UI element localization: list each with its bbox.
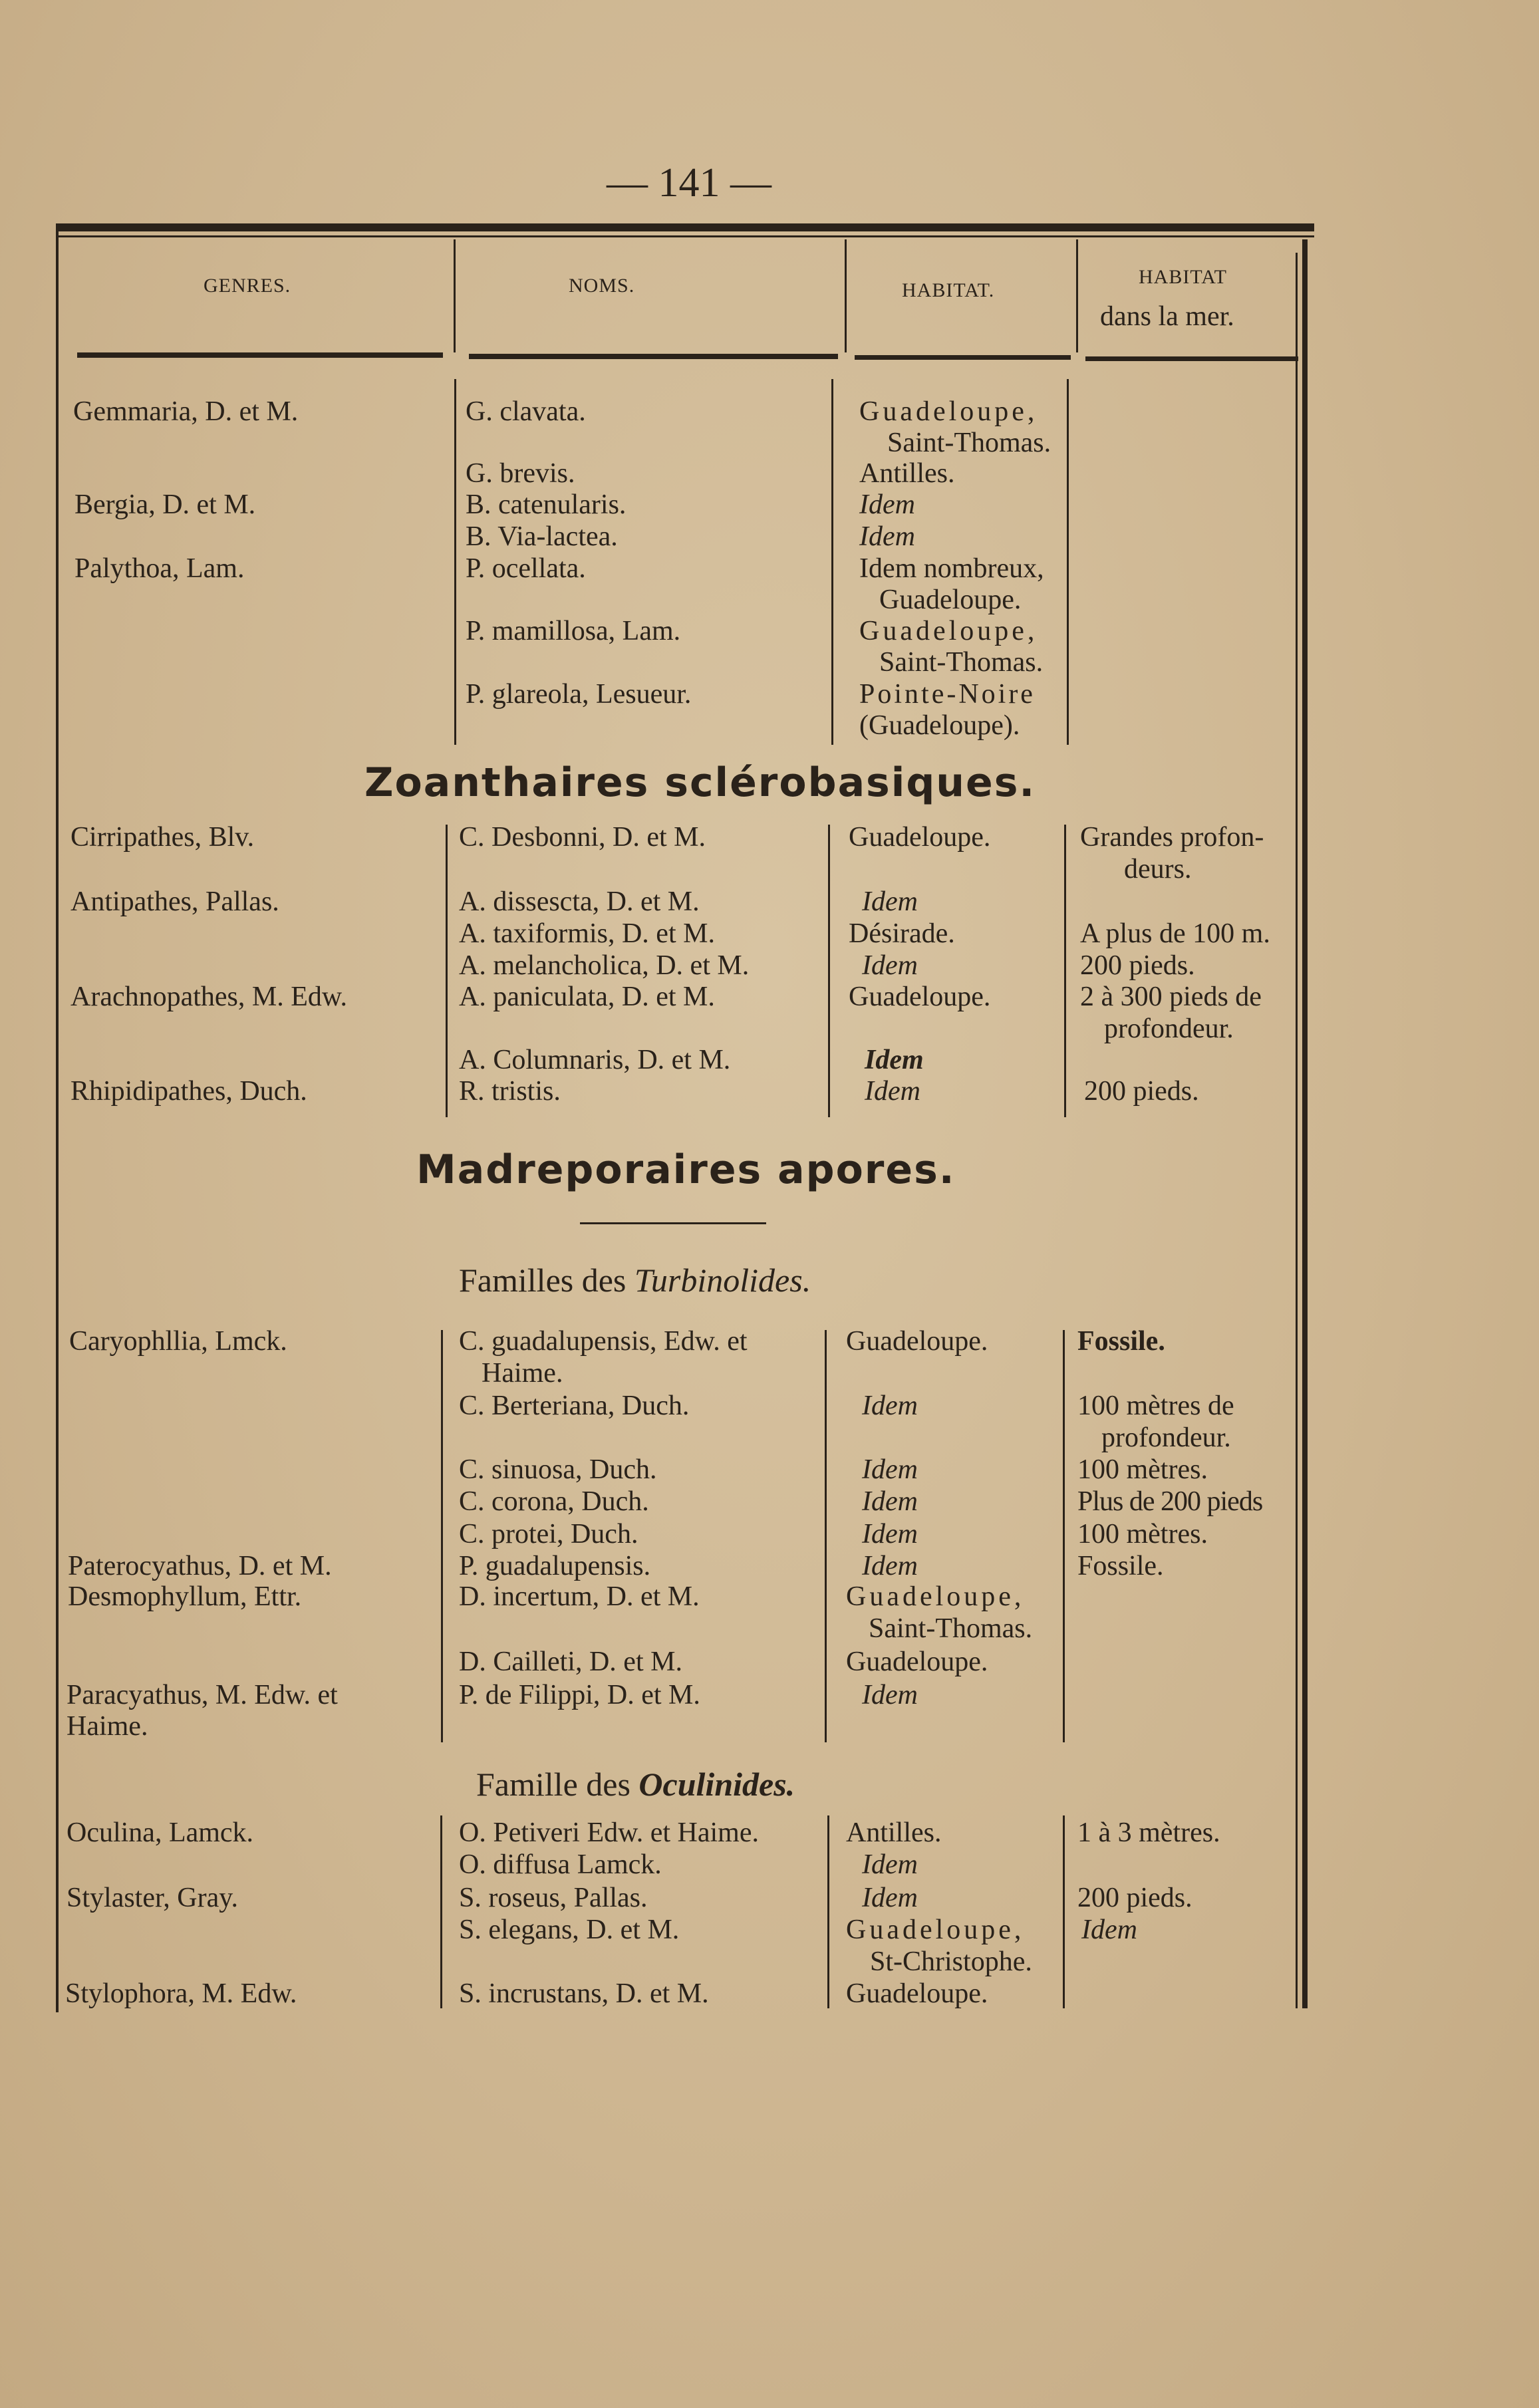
habitat-cell: Idem (862, 1680, 918, 1710)
habitat-cell: Idem (862, 950, 918, 981)
header-noms: NOMS. (569, 275, 635, 297)
genre-cell: Palythoa, Lam. (74, 553, 245, 584)
col-sep (440, 1815, 442, 2008)
nom-cell: A. taxiformis, D. et M. (459, 918, 715, 949)
habitat-cell: Guadeloupe. (846, 1326, 988, 1357)
section-title-madreporaires: Madreporaires apores. (416, 1146, 956, 1193)
habitat-cell: Saint-Thomas. (887, 428, 1051, 458)
nom-cell: C. Berteriana, Duch. (459, 1391, 690, 1421)
genre-cell: Cirripathes, Blv. (70, 822, 255, 853)
mer-cell: 200 pieds. (1084, 1076, 1199, 1107)
habitat-cell: Antilles. (846, 1817, 942, 1848)
mer-cell: Plus de 200 pieds (1077, 1486, 1263, 1517)
family-prefix: Familles des (459, 1262, 627, 1299)
mer-cell: profondeur. (1104, 1013, 1234, 1044)
habitat-cell: Guadeloupe. (846, 1978, 988, 2009)
habitat-cell: Guadeloupe. (879, 585, 1022, 615)
nom-cell: A. dissescta, D. et M. (459, 886, 700, 917)
genre-cell: Haime. (67, 1711, 148, 1742)
mer-cell: 200 pieds. (1077, 1883, 1192, 1913)
nom-cell: S. elegans, D. et M. (459, 1915, 680, 1945)
genre-cell: Caryophllia, Lmck. (69, 1326, 287, 1357)
nom-cell: C. corona, Duch. (459, 1486, 649, 1517)
header-underline-mer (1085, 356, 1298, 361)
nom-cell: P. ocellata. (466, 553, 586, 584)
header-habitat-mer-sub: dans la mer. (1100, 301, 1234, 332)
nom-cell: S. roseus, Pallas. (459, 1883, 648, 1913)
habitat-cell: Guadeloupe, (846, 1915, 1025, 1945)
mer-cell: Fossile. (1077, 1551, 1164, 1581)
habitat-cell: Pointe-Noire (859, 679, 1036, 710)
mer-cell: deurs. (1124, 854, 1192, 884)
nom-cell: Haime. (482, 1358, 563, 1389)
col-sep (825, 1330, 827, 1742)
nom-cell: O. Petiveri Edw. et Haime. (459, 1817, 759, 1848)
nom-cell: D. Cailleti, D. et M. (459, 1647, 682, 1677)
col-sep (454, 239, 456, 352)
nom-cell: P. guadalupensis. (459, 1551, 651, 1581)
col-sep (441, 1330, 443, 1742)
nom-cell: C. sinuosa, Duch. (459, 1454, 657, 1485)
genre-cell: Stylaster, Gray. (67, 1883, 239, 1913)
header-genres: GENRES. (204, 275, 291, 297)
page-number: — 141 — (607, 160, 771, 205)
mer-cell: Idem (1081, 1915, 1137, 1945)
mer-cell: 100 mètres. (1077, 1454, 1208, 1485)
habitat-cell: Idem (865, 1045, 924, 1075)
header-underline-habitat (855, 355, 1071, 360)
nom-cell: G. clavata. (466, 396, 586, 427)
nom-cell: R. tristis. (459, 1076, 561, 1107)
habitat-cell: Guadeloupe. (846, 1647, 988, 1677)
habitat-cell: Antilles. (859, 458, 955, 489)
nom-cell: B. catenularis. (466, 489, 627, 520)
genre-cell: Rhipidipathes, Duch. (70, 1076, 307, 1107)
genre-cell: Antipathes, Pallas. (70, 886, 279, 917)
right-border-outer (1296, 253, 1298, 2008)
family-heading-turbinolides (459, 1261, 811, 1299)
nom-cell: A. Columnaris, D. et M. (459, 1045, 731, 1075)
habitat-cell: Idem nombreux, (859, 553, 1044, 584)
habitat-cell: Idem (862, 1519, 918, 1549)
habitat-cell: St-Christophe. (870, 1946, 1032, 1977)
nom-cell: S. incrustans, D. et M. (459, 1978, 709, 2009)
habitat-cell: Idem (859, 521, 915, 552)
mer-cell: Fossile. (1077, 1326, 1165, 1357)
header-underline-noms (469, 354, 838, 359)
section-divider (580, 1222, 766, 1224)
header-habitat-mer: HABITAT (1139, 266, 1227, 288)
habitat-cell: Guadeloupe, (859, 616, 1038, 646)
mer-cell: A plus de 100 m. (1080, 918, 1270, 949)
family-heading-oculinides (476, 1765, 795, 1804)
col-sep (446, 825, 448, 1117)
top-rule-thin (57, 235, 1314, 237)
habitat-cell: Idem (862, 886, 918, 917)
family-name: Oculinides. (638, 1766, 795, 1803)
mer-cell: 2 à 300 pieds de (1080, 982, 1262, 1012)
genre-cell: Desmophyllum, Ettr. (68, 1581, 302, 1612)
genre-cell: Gemmaria, D. et M. (73, 396, 299, 427)
habitat-cell: Idem (862, 1883, 918, 1913)
habitat-cell: Idem (865, 1076, 920, 1107)
top-rule-thick (57, 223, 1314, 231)
right-border (1302, 239, 1308, 2008)
genre-cell: Bergia, D. et M. (74, 489, 256, 520)
genre-cell: Oculina, Lamck. (67, 1817, 254, 1848)
genre-cell: Paterocyathus, D. et M. (68, 1551, 332, 1581)
habitat-cell: Idem (862, 1454, 918, 1485)
mer-cell: Grandes profon- (1080, 822, 1264, 853)
family-name: Turbinolides. (634, 1262, 811, 1299)
habitat-cell: Idem (862, 1551, 918, 1581)
col-sep (1063, 1815, 1065, 2008)
habitat-cell: Guadeloupe, (846, 1581, 1025, 1612)
family-prefix: Famille des (476, 1766, 630, 1803)
col-sep (454, 379, 456, 745)
col-sep (1064, 825, 1066, 1117)
col-sep (1067, 379, 1069, 745)
nom-cell: C. guadalupensis, Edw. et (459, 1326, 748, 1357)
col-sep (828, 825, 830, 1117)
col-sep (1076, 239, 1078, 352)
mer-cell: 100 mètres. (1077, 1519, 1208, 1549)
genre-cell: Arachnopathes, M. Edw. (70, 982, 348, 1012)
habitat-cell: Guadeloupe. (849, 982, 991, 1012)
nom-cell: O. diffusa Lamck. (459, 1849, 662, 1880)
section-title-zoanthaires: Zoanthaires sclérobasiques. (364, 759, 1036, 806)
col-sep (1063, 1330, 1065, 1742)
nom-cell: G. brevis. (466, 458, 575, 489)
habitat-cell: Saint-Thomas. (869, 1613, 1033, 1644)
header-underline-genres (77, 352, 443, 358)
nom-cell: C. Desbonni, D. et M. (459, 822, 706, 853)
nom-cell: C. protei, Duch. (459, 1519, 638, 1549)
nom-cell: D. incertum, D. et M. (459, 1581, 700, 1612)
habitat-cell: Guadeloupe, (859, 396, 1038, 427)
habitat-cell: (Guadeloupe). (859, 710, 1020, 741)
habitat-cell: Idem (862, 1486, 918, 1517)
habitat-cell: Guadeloupe. (849, 822, 991, 853)
genre-cell: Stylophora, M. Edw. (65, 1978, 297, 2009)
nom-cell: P. de Filippi, D. et M. (459, 1680, 700, 1710)
habitat-cell: Idem (862, 1391, 918, 1421)
nom-cell: A. melancholica, D. et M. (459, 950, 750, 981)
nom-cell: P. mamillosa, Lam. (466, 616, 681, 646)
nom-cell: A. paniculata, D. et M. (459, 982, 715, 1012)
habitat-cell: Idem (862, 1849, 918, 1880)
header-habitat: HABITAT. (902, 279, 995, 301)
habitat-cell: Saint-Thomas. (879, 647, 1044, 678)
genre-cell: Paracyathus, M. Edw. et (67, 1680, 338, 1710)
mer-cell: 1 à 3 mètres. (1077, 1817, 1220, 1848)
habitat-cell: Désirade. (849, 918, 955, 949)
nom-cell: P. glareola, Lesueur. (466, 679, 692, 710)
mer-cell: 200 pieds. (1080, 950, 1195, 981)
left-border (56, 223, 59, 2012)
col-sep (827, 1815, 829, 2008)
col-sep (845, 239, 847, 352)
col-sep (831, 379, 833, 745)
mer-cell: 100 mètres de (1077, 1391, 1234, 1421)
habitat-cell: Idem (859, 489, 915, 520)
mer-cell: profondeur. (1101, 1422, 1231, 1453)
nom-cell: B. Via-lactea. (466, 521, 618, 552)
